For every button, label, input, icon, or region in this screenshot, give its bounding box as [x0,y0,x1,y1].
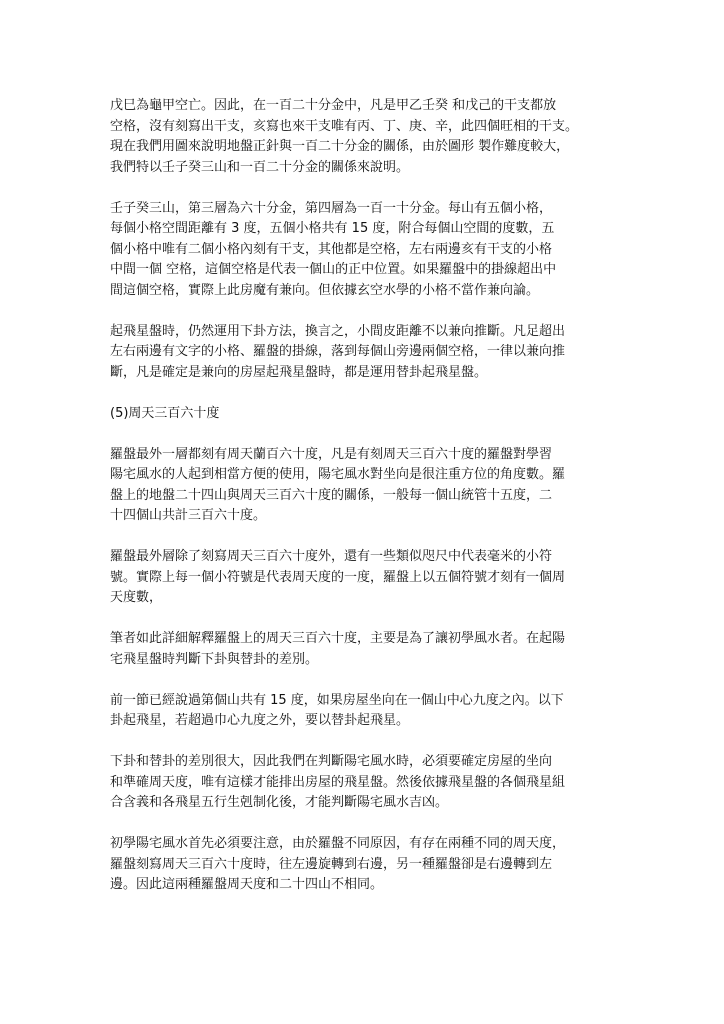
document-page [110,96,626,896]
paragraph-7: 筆者如此詳細解釋羅盤上的周天三百六十度，主要是為了讓初學風水者。在起陽 宅飛星盤時判斷下卦與替卦的差別。 [110,631,566,667]
paragraph-8: 前一節已經說過第個山共有 15 度，如果房屋坐向在一個山中心九度之內。以下 卦起飛星，若超過巾心九度之外，要以替卦起飛星。 [110,692,564,728]
paragraph-9: 下卦和替卦的差別很大，因此我們在判斷陽宅風水時，必須要確定房屋的坐向 和準確周天度，唯有這樣才能排出房屋的飛星盤。然後依據飛星盤的各個飛星組 合含義和各飛星五行生剋制化後，才能判斷陽宅風水吉凶。 [110,754,566,810]
paragraph-3: 起飛星盤時，仍然運用下卦方法，換言之，小間皮距離不以兼向推斷。凡足超出 左右兩邊有文字的小格、羅盤的掛線，落到每個山旁邊兩個空格，一律以兼向推 斷，凡是確定是兼向的房屋起飛星盤時，都是運用替卦起飛星盤。 [110,323,566,380]
paragraph-6: 羅盤最外層除了刻寫周天三百六十度外，還有一些類似咫尺中代表毫米的小符 號。實際上每一個小符號是代表周天度的一度，羅盤上以五個符號才刻有一個周 天度數， [110,549,566,605]
paragraph-2: 壬子癸三山，第三層為六十分金，第四層為一百一十分金。每山有五個小格， 每個小格空間距離有 3 度，五個小格共有 15 度，附合每個山空間的度數，五 個小格中唯有二個小格內刻有干支，其他都是空格，左右兩邊亥有干支的小格 中間一個 空格，這個空格是代表一個山的正中位置。如果羅盤中的掛線超出中 間這個空格，實際上此房魔有兼向。但依據玄空水學的小格不當作兼向論。 [110,200,557,298]
paragraph-5: 羅盤最外一層都刻有周天蘭百六十度，凡是有刻周天三百六十度的羅盤對學習 陽宅風水的人起到相當方便的使用，陽宅風水對坐向是很注重方位的角度數。羅 盤上的地盤二十四山與周天三百六十度的關係，一般每一個山統管十五度，二 十四個山共計三百六十度。 [110,446,566,523]
paragraph-1: 戊巳為龜甲空亡。因此，在一百二十分金中，凡是甲乙壬癸 和戊己的干支都放 空格，沒有刻寫出干支，亥寫也來干支唯有丙、丁、庚、辛，此四個旺相的干支。 現在我們用圖來說明地盤正針與一百二十分金的關係，由於圖形 製作難度較大， 我們特以壬子癸三山和一百二十分金的關係來說明。 [110,98,579,175]
paragraph-10: 初學陽宅風水首先必須要注意，由於羅盤不同原因，有存在兩種不同的周天度， 羅盤刻寫周天三百六十度時，往左邊旋轉到右邊，另一種羅盤卻是右邊轉到左 邊。因此這兩種羅盤周天度和二十四山不相同。 [110,836,566,892]
section-heading: (5)周天三百六十度 [110,405,220,421]
